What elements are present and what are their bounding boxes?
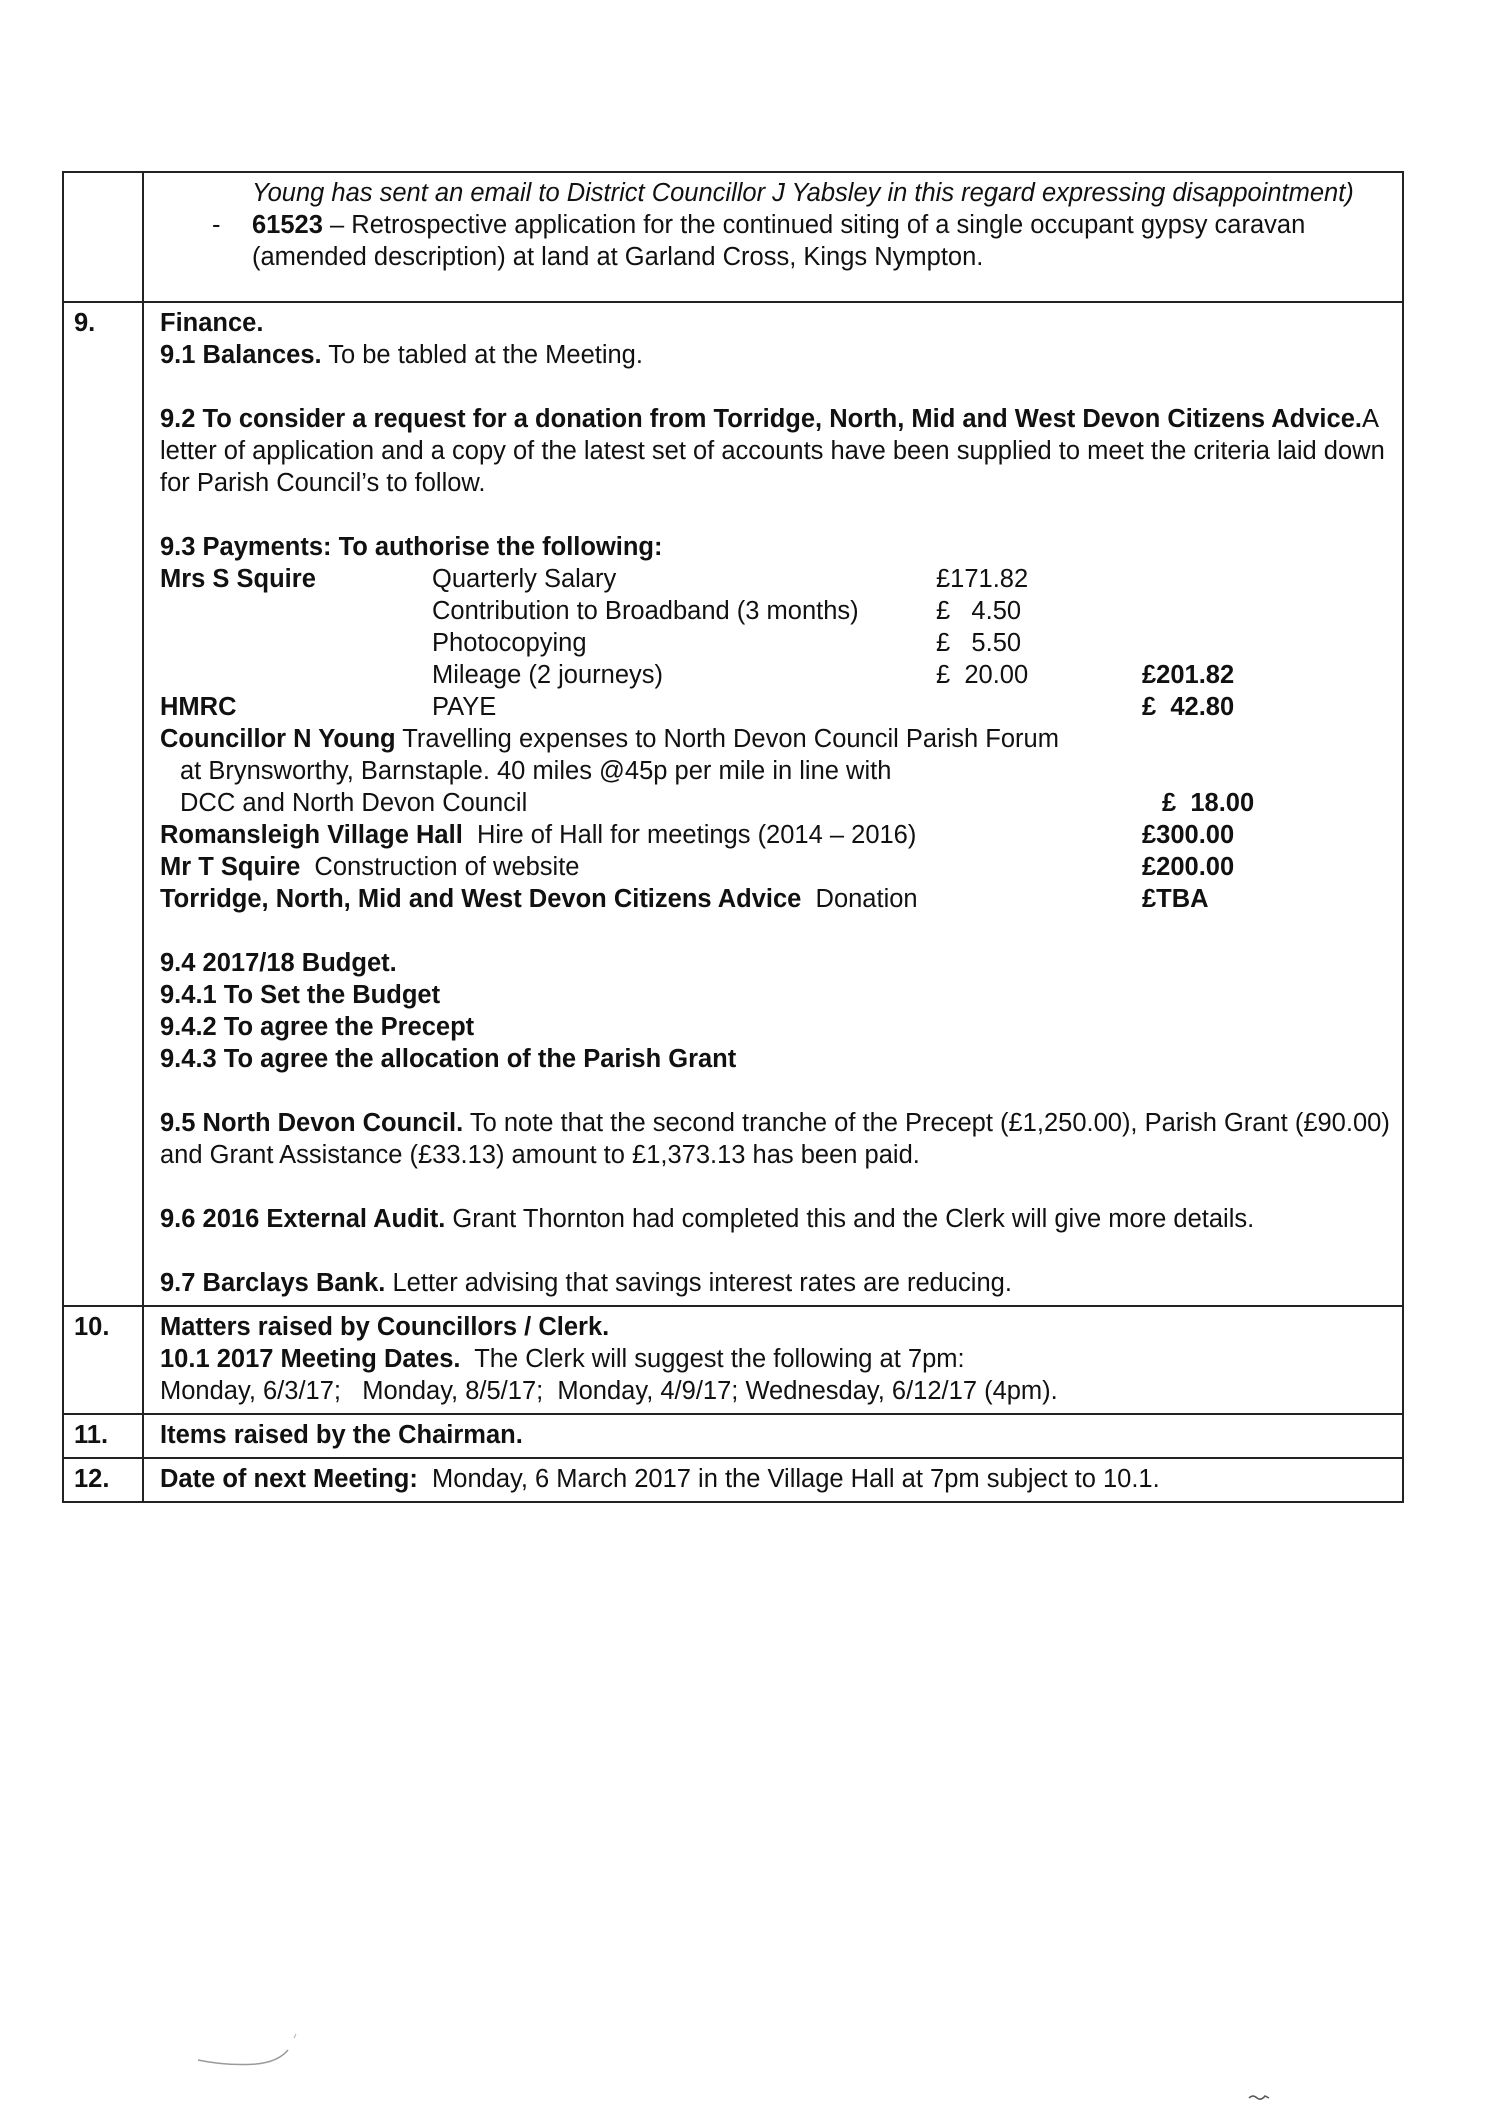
payee: Romansleigh Village Hall — [160, 821, 463, 849]
payment-row-councillor — [160, 723, 1392, 755]
planning-continuation: Young has sent an email to District Councillor J Yabsley in this regard expressing disappointment) — [252, 179, 1354, 207]
payments-list — [160, 563, 1392, 915]
list-dash: - — [212, 211, 221, 239]
meeting-dates-list: Monday, 6/3/17; Monday, 8/5/17; Monday, 4/9/17; Wednesday, 6/12/17 (4pm). — [160, 1377, 1058, 1405]
payment-total: £300.00 — [1142, 821, 1235, 849]
payment-amount: £ 5.50 — [936, 629, 1022, 657]
balances-item: 9.1 Balances. To be tabled at the Meeting. — [160, 341, 643, 369]
donation-item: 9.2 To consider a request for a donation from Torridge, North, Mid and West Devon Citizens Advice.A letter of application and a copy of the latest set of accounts have been supplied to meet the criteria laid down for Parish Council’s to follow. — [160, 405, 1385, 497]
payment-total: £200.00 — [1142, 853, 1235, 881]
row-number: 11. — [63, 1414, 143, 1458]
chairman-title: Items raised by the Chairman. — [143, 1414, 1403, 1458]
budget-title: 9.4 2017/18 Budget. — [160, 949, 397, 977]
planning-application — [160, 209, 1392, 273]
payment-total: £ 42.80 — [1142, 693, 1235, 721]
payment-row — [160, 883, 1392, 915]
payment-row — [160, 819, 1392, 851]
application-text: – Retrospective application for the continued siting of a single occupant gypsy caravan (amended description) at land at Garland Cross, Kings Nympton. — [252, 211, 1306, 271]
payment-item: Travelling expenses to North Devon Council Parish Forum — [395, 725, 1059, 753]
payment-item: Donation — [801, 885, 918, 913]
payment-item: PAYE — [432, 693, 497, 721]
payee: Councillor N Young — [160, 725, 396, 753]
payee — [160, 627, 432, 659]
payee: HMRC — [160, 693, 237, 721]
payment-row — [160, 691, 1392, 723]
row-number — [63, 172, 143, 302]
payment-row — [160, 851, 1392, 883]
matters-title: Matters raised by Councillors / Clerk. — [160, 1313, 610, 1341]
next-meeting-cell — [143, 1458, 1403, 1502]
payment-item: Mileage (2 journeys) — [432, 661, 664, 689]
payment-total: £TBA — [1142, 885, 1209, 913]
payee: Torridge, North, Mid and West Devon Citizens Advice — [160, 885, 802, 913]
next-meeting-row — [63, 1458, 1403, 1502]
budget-item: 9.4.3 To agree the allocation of the Parish Grant — [160, 1045, 737, 1073]
payment-item: Hire of Hall for meetings (2014 – 2016) — [462, 821, 917, 849]
payment-total: £ 18.00 — [1162, 789, 1255, 817]
budget-item: 9.4.1 To Set the Budget — [160, 981, 441, 1009]
finance-title: Finance. — [160, 309, 264, 337]
payment-item: Quarterly Salary — [432, 565, 617, 593]
next-meeting-label: Date of next Meeting: — [160, 1465, 418, 1493]
payment-row — [160, 627, 1392, 659]
payment-item-cont: at Brynsworthy, Barnstaple. 40 miles @45p per mile in line with — [180, 757, 892, 785]
application-number: 61523 — [252, 211, 323, 239]
finance-row — [63, 302, 1403, 1306]
row-number: 10. — [63, 1306, 143, 1414]
bank-item: 9.7 Barclays Bank. Letter advising that savings interest rates are reducing. — [160, 1269, 1012, 1297]
chairman-row — [63, 1414, 1403, 1458]
ndc-item: 9.5 North Devon Council. To note that the second tranche of the Precept (£1,250.00), Parish Grant (£90.00) and Grant Assistance (£33.13) amount to £1,373.13 has been paid. — [160, 1109, 1390, 1169]
matters-row — [63, 1306, 1403, 1414]
payment-amount: £ 20.00 — [936, 661, 1029, 689]
payment-item: Photocopying — [432, 629, 587, 657]
payee: Mr T Squire — [160, 853, 301, 881]
next-meeting-text: Monday, 6 March 2017 in the Village Hall at 7pm subject to 10.1. — [417, 1465, 1160, 1493]
payment-amount: £ 4.50 — [936, 597, 1022, 625]
payment-row — [160, 659, 1392, 691]
payee — [160, 595, 432, 627]
planning-cell — [143, 172, 1403, 302]
payment-item: Construction of website — [300, 853, 580, 881]
pen-mark-icon — [196, 2030, 306, 2070]
finance-cell — [143, 302, 1403, 1306]
payment-amount: £171.82 — [936, 565, 1029, 593]
initials-mark-icon — [1247, 2092, 1271, 2102]
payment-item-cont: DCC and North Devon Council — [180, 789, 528, 817]
row-number: 9. — [63, 302, 143, 1306]
audit-item: 9.6 2016 External Audit. Grant Thornton had completed this and the Clerk will give more details. — [160, 1205, 1255, 1233]
payments-title: 9.3 Payments: To authorise the following: — [160, 533, 663, 561]
payment-row — [160, 787, 1392, 819]
payment-item: Contribution to Broadband (3 months) — [432, 597, 859, 625]
payment-amount — [936, 691, 1142, 723]
planning-row — [63, 172, 1403, 302]
payee: Mrs S Squire — [160, 565, 316, 593]
matters-cell — [143, 1306, 1403, 1414]
meeting-dates-item: 10.1 2017 Meeting Dates. The Clerk will suggest the following at 7pm: — [160, 1345, 965, 1373]
payment-total: £201.82 — [1142, 661, 1235, 689]
budget-item: 9.4.2 To agree the Precept — [160, 1013, 475, 1041]
payment-row — [160, 563, 1392, 595]
row-number: 12. — [63, 1458, 143, 1502]
payment-row — [160, 595, 1392, 627]
agenda-table — [62, 171, 1404, 1503]
payee — [160, 659, 432, 691]
